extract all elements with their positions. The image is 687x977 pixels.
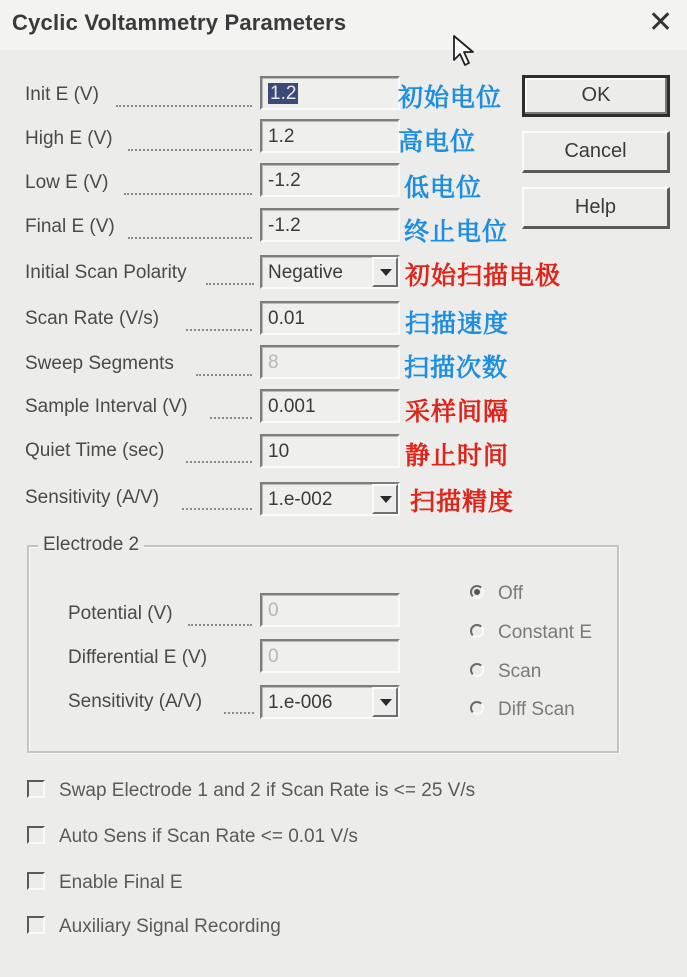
radio-off[interactable]: Off	[470, 583, 523, 605]
high-e-annotation: 高电位	[398, 128, 477, 156]
sensitivity-annotation: 扫描精度	[410, 488, 515, 516]
sensitivity-select[interactable]: 1.e-002	[260, 482, 400, 516]
sensitivity-label: Sensitivity (A/V)	[25, 487, 160, 508]
dot-leader	[182, 508, 252, 510]
electrode2-sensitivity-select[interactable]: 1.e-006	[260, 685, 400, 719]
scan-rate-annotation: 扫描速度	[405, 310, 510, 338]
sample-interval-input[interactable]: 0.001	[260, 389, 400, 423]
sample-interval-annotation: 采样间隔	[405, 398, 510, 426]
radio-unchecked-icon	[470, 624, 484, 638]
help-button[interactable]: Help	[522, 187, 670, 229]
dropdown-button[interactable]	[372, 687, 398, 717]
checkbox-icon	[27, 826, 45, 844]
high-e-label: High E (V)	[25, 128, 113, 149]
radio-unchecked-icon	[470, 663, 484, 677]
close-button[interactable]: ✕	[648, 6, 674, 39]
potential-input[interactable]: 0	[260, 593, 400, 627]
sweep-segments-label: Sweep Segments	[25, 353, 174, 374]
dot-leader	[188, 624, 252, 626]
electrode2-sensitivity-label: Sensitivity (A/V)	[68, 691, 203, 712]
final-e-input[interactable]: -1.2	[260, 208, 400, 242]
low-e-input[interactable]: -1.2	[260, 163, 400, 197]
dropdown-button[interactable]	[372, 484, 398, 514]
auxiliary-signal-checkbox[interactable]: Auxiliary Signal Recording	[27, 916, 281, 938]
quiet-time-label: Quiet Time (sec)	[25, 440, 165, 461]
ok-button[interactable]: OK	[522, 75, 670, 117]
scan-polarity-label: Initial Scan Polarity	[25, 262, 187, 283]
dot-leader	[128, 237, 252, 239]
swap-electrode-checkbox[interactable]: Swap Electrode 1 and 2 if Scan Rate is <= 25 V/s	[27, 780, 475, 802]
scan-rate-label: Scan Rate (V/s)	[25, 308, 160, 329]
auto-sens-checkbox[interactable]: Auto Sens if Scan Rate <= 0.01 V/s	[27, 826, 358, 848]
quiet-time-annotation: 静止时间	[405, 442, 510, 470]
radio-checked-icon	[470, 585, 484, 599]
sample-interval-label: Sample Interval (V)	[25, 396, 188, 417]
differential-e-label: Differential E (V)	[68, 647, 208, 668]
dot-leader	[210, 417, 252, 419]
radio-unchecked-icon	[470, 701, 484, 715]
quiet-time-input[interactable]: 10	[260, 434, 400, 468]
cancel-button[interactable]: Cancel	[522, 131, 670, 173]
chevron-down-icon	[380, 269, 392, 276]
dot-leader	[224, 712, 254, 714]
radio-constant-e[interactable]: Constant E	[470, 622, 592, 644]
dialog-title: Cyclic Voltammetry Parameters	[12, 10, 347, 35]
scan-polarity-select[interactable]: Negative	[260, 255, 400, 289]
high-e-input[interactable]: 1.2	[260, 119, 400, 153]
chevron-down-icon	[380, 699, 392, 706]
mouse-cursor-icon	[452, 34, 478, 68]
potential-label: Potential (V)	[68, 603, 173, 624]
init-e-annotation: 初始电位	[398, 84, 503, 112]
enable-final-e-checkbox[interactable]: Enable Final E	[27, 872, 183, 894]
dot-leader	[186, 329, 252, 331]
electrode-2-title: Electrode 2	[38, 534, 144, 556]
checkbox-icon	[27, 780, 45, 798]
radio-scan[interactable]: Scan	[470, 661, 541, 683]
final-e-annotation: 终止电位	[404, 218, 509, 246]
dot-leader	[116, 105, 252, 107]
chevron-down-icon	[380, 496, 392, 503]
dot-leader	[196, 374, 252, 376]
low-e-annotation: 低电位	[404, 174, 483, 202]
sweep-segments-annotation: 扫描次数	[404, 354, 509, 382]
checkbox-icon	[27, 916, 45, 934]
dot-leader	[124, 193, 252, 195]
dot-leader	[186, 461, 252, 463]
differential-e-input[interactable]: 0	[260, 639, 400, 673]
title-bar	[0, 0, 687, 50]
dot-leader	[128, 149, 252, 151]
scan-polarity-annotation: 初始扫描电极	[405, 262, 562, 290]
checkbox-icon	[27, 872, 45, 890]
init-e-label: Init E (V)	[25, 84, 99, 105]
low-e-label: Low E (V)	[25, 172, 109, 193]
dropdown-button[interactable]	[372, 257, 398, 287]
sweep-segments-input[interactable]: 8	[260, 345, 400, 379]
scan-rate-input[interactable]: 0.01	[260, 301, 400, 335]
final-e-label: Final E (V)	[25, 216, 115, 237]
init-e-input[interactable]: 1.2	[260, 76, 400, 110]
radio-diff-scan[interactable]: Diff Scan	[470, 699, 575, 721]
dot-leader	[206, 283, 254, 285]
